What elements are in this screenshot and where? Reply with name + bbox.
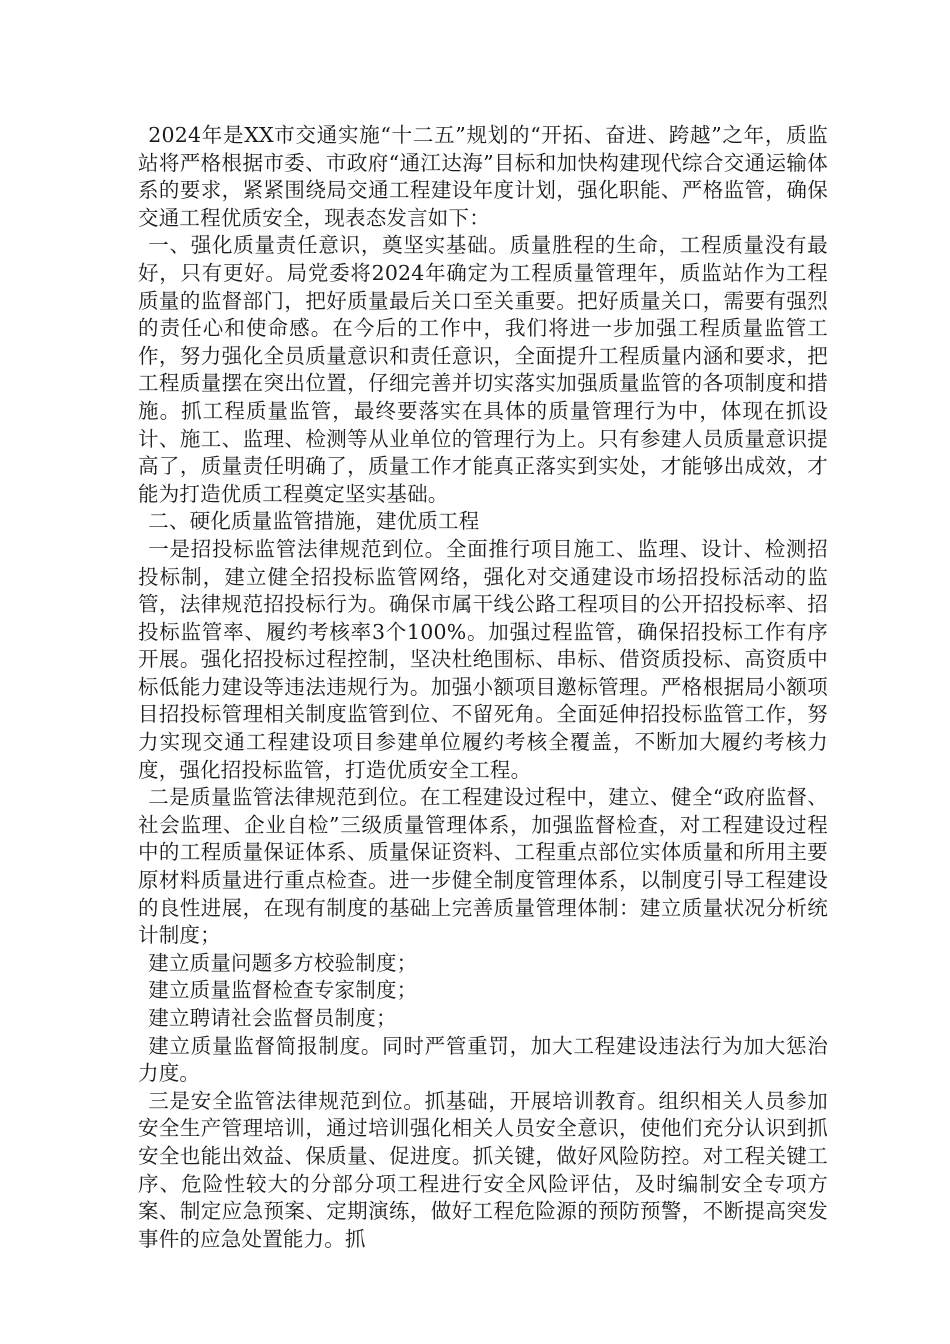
bidding-supervision-paragraph: 一是招投标监管法律规范到位。全面推行项目施工、监理、设计、检测招投标制，建立健全招投标监管网络，强化对交通建设市场招投标活动的监管，法律规范招投标行为。确保市属干线公路工程项目的公开招投标率、招投标监管率、履约考核率3个100%。加强过程监管，确保招投标工作有序开展。强化招投标过程控制，坚决杜绝围标、串标、借资质投标、高资质中标低能力建设等违法违规行为。加强小额项目邀标管理。严格根据局小额项目招投标管理相关制度监管到位、不留死角。全面延伸招投标监管工作，努力实现交通工程建设项目参建单位履约考核全覆盖，不断加大履约考核力度，强化招投标监管，打造优质安全工程。: [138, 536, 828, 782]
section-two-heading: 二、硬化质量监管措施，建优质工程: [148, 509, 480, 534]
quality-supervision-paragraph: 二是质量监管法律规范到位。在工程建设过程中，建立、健全“政府监督、社会监理、企业自检”三级质量管理体系，加强监督检查，对工程建设过程中的工程质量保证体系、质量保证资料、工程重点部位实体质量和所用主要原材料质量进行重点检查。进一步健全制度管理体系，以制度引导工程建设的良性进展，在现有制度的基础上完善质量管理体制：建立质量状况分析统计制度；: [138, 785, 828, 948]
system-item-supervisors: 建立聘请社会监督员制度；: [148, 1006, 397, 1030]
intro-paragraph: 2024年是XX市交通实施“十二五”规划的“开拓、奋进、跨越”之年，质监站将严格根据市委、市政府“通江达海”目标和加快构建现代综合交通运输体系的要求，紧紧围绕局交通工程建设年度计划，强化职能、严格监管，确保交通工程优质安全，现表态发言如下：: [138, 123, 828, 230]
system-item-verification: 建立质量问题多方校验制度；: [148, 950, 418, 975]
section-one-paragraph: 一、强化质量责任意识，奠坚实基础。质量胜程的生命，工程质量没有最好，只有更好。局党委将2024年确定为工程质量管理年，质监站作为工程质量的监督部门，把好质量最后关口至关重要。把好质量关口，需要有强烈的责任心和使命感。在今后的工作中，我们将进一步加强工程质量监管工作，努力强化全员质量意识和责任意识，全面提升工程质量内涵和要求，把工程质量摆在突出位置，仔细完善并切实落实加强质量监管的各项制度和措施。抓工程质量监管，最终要落实在具体的质量管理行为中，体现在抓设计、施工、监理、检测等从业单位的管理行为上。只有参建人员质量意识提高了，质量责任明确了，质量工作才能真正落实到实处，才能够出成效，才能为打造优质工程奠定坚实基础。: [138, 233, 828, 506]
system-item-experts: 建立质量监督检查专家制度；: [148, 978, 418, 1003]
system-item-bulletin: 建立质量监督简报制度。同时严管重罚，加大工程建设违法行为加大惩治力度。: [138, 1033, 828, 1086]
safety-supervision-paragraph: 三是安全监管法律规范到位。抓基础，开展培训教育。组织相关人员参加安全生产管理培训，通过培训强化相关人员安全意识，使他们充分认识到抓安全也能出效益、保质量、促进度。抓关键，做好风险防控。对工程关键工序、危险性较大的分部分项工程进行安全风险评估，及时编制安全专项方案、制定应急预案、定期演练，做好工程危险源的预防预警，不断提高突发事件的应急处置能力。抓: [138, 1088, 828, 1251]
document-body: [138, 122, 828, 1253]
